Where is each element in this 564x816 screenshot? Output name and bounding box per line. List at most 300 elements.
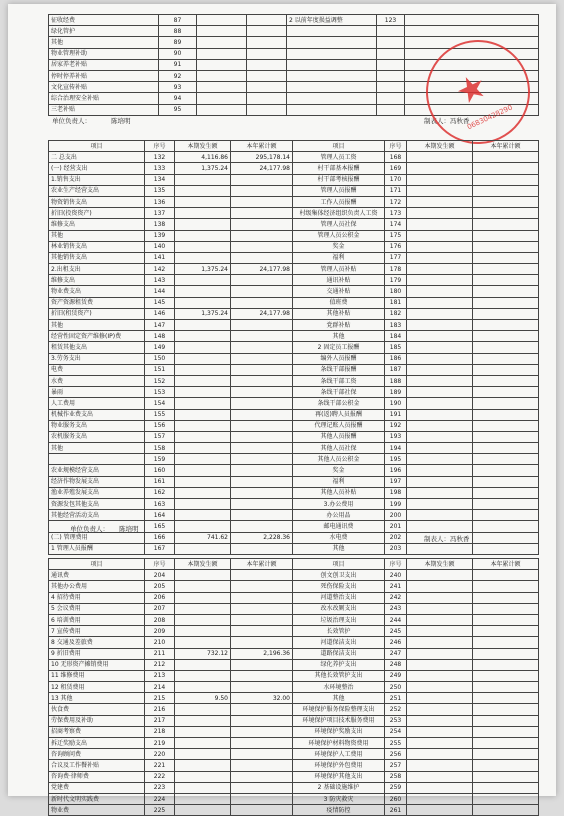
table-row (49, 264, 539, 275)
seq-cell: 174 (385, 219, 407, 230)
seq-cell: 244 (385, 614, 407, 625)
item-cell: 河道保洁支出 (293, 637, 385, 648)
table-row (49, 749, 539, 760)
seq-cell (377, 37, 405, 48)
item-cell: 居家养老补贴 (49, 59, 159, 70)
seq-cell: 123 (377, 15, 405, 26)
seq-cell: 92 (159, 70, 197, 81)
current-amount-cell (175, 174, 231, 185)
seq-cell: 169 (385, 163, 407, 174)
amount-cell (247, 26, 287, 37)
item-cell: 其他人员补贴 (293, 487, 385, 498)
table-row (49, 409, 539, 420)
seq-cell: 190 (385, 398, 407, 409)
expense-table-middle (48, 140, 539, 555)
current-amount-cell (407, 409, 473, 420)
col-header-seq: 序号 (385, 559, 407, 570)
current-amount-cell (407, 510, 473, 521)
item-cell: 9 折旧费用 (49, 648, 145, 659)
item-cell: 管理人员公积金 (293, 230, 385, 241)
cumulative-amount-cell (231, 375, 293, 386)
seq-cell (377, 82, 405, 93)
seq-cell: 163 (145, 499, 175, 510)
current-amount-cell (407, 387, 473, 398)
cumulative-amount-cell (231, 805, 293, 816)
seq-cell (377, 26, 405, 37)
cumulative-amount-cell (231, 431, 293, 442)
seq-cell: 134 (145, 174, 175, 185)
item-cell: 11 维修费用 (49, 670, 145, 681)
amount-cell (197, 82, 247, 93)
item-cell: 绿化管护 (49, 26, 159, 37)
item-cell: 12 租赁费用 (49, 682, 145, 693)
table-row (49, 364, 539, 375)
cumulative-amount-cell (473, 603, 539, 614)
cumulative-amount-cell (473, 454, 539, 465)
seq-cell: 241 (385, 581, 407, 592)
cumulative-amount-cell (231, 782, 293, 793)
item-cell: 综合治理安全补贴 (49, 93, 159, 104)
seq-cell: 136 (145, 196, 175, 207)
cumulative-amount-cell (473, 465, 539, 476)
seq-cell: 224 (145, 793, 175, 804)
seq-cell: 182 (385, 308, 407, 319)
seq-cell: 193 (385, 431, 407, 442)
seq-cell: 167 (145, 543, 175, 554)
current-amount-cell (407, 196, 473, 207)
table-row (49, 420, 539, 431)
current-amount-cell: 732.12 (175, 648, 231, 659)
item-cell: 再(返)聘人员报酬 (293, 409, 385, 420)
item-cell: 办公用品 (293, 510, 385, 521)
seq-cell: 132 (145, 152, 175, 163)
item-cell (49, 454, 145, 465)
cumulative-amount-cell (231, 543, 293, 554)
seq-cell: 142 (145, 264, 175, 275)
table-row (49, 771, 539, 782)
cumulative-amount-cell (231, 387, 293, 398)
item-cell: 党建费 (49, 782, 145, 793)
cumulative-amount-cell (231, 570, 293, 581)
table-row (49, 637, 539, 648)
item-cell: 物业费 (49, 805, 145, 816)
cumulative-amount-cell (473, 793, 539, 804)
cumulative-amount-cell (473, 353, 539, 364)
current-amount-cell (175, 771, 231, 782)
item-cell (287, 48, 377, 59)
item-cell: 值班费 (293, 297, 385, 308)
item-cell: 3 防灾救灾 (293, 793, 385, 804)
current-amount-cell (407, 760, 473, 771)
item-cell: 村干部基本报酬 (293, 163, 385, 174)
current-amount-cell (407, 603, 473, 614)
cumulative-amount-cell (473, 443, 539, 454)
cumulative-amount-cell: 24,177.98 (231, 264, 293, 275)
cumulative-amount-cell (231, 771, 293, 782)
seq-cell: 187 (385, 364, 407, 375)
seq-cell: 185 (385, 342, 407, 353)
cumulative-amount-cell (231, 738, 293, 749)
item-cell: 其他 (293, 543, 385, 554)
item-cell: 合议及工作餐补贴 (49, 760, 145, 771)
star-icon: ★ (449, 64, 494, 115)
seq-cell: 148 (145, 331, 175, 342)
cumulative-amount-cell (473, 275, 539, 286)
current-amount-cell (407, 185, 473, 196)
cumulative-amount-cell: 24,177.98 (231, 308, 293, 319)
table-row (49, 241, 539, 252)
seq-cell: 242 (385, 592, 407, 603)
seq-cell (377, 59, 405, 70)
current-amount-cell (175, 196, 231, 207)
cumulative-amount-cell (473, 510, 539, 521)
amount-cell (247, 15, 287, 26)
current-amount-cell (175, 603, 231, 614)
cumulative-amount-cell (231, 760, 293, 771)
seq-cell: 165 (145, 521, 175, 532)
current-amount-cell (175, 782, 231, 793)
table-row (49, 219, 539, 230)
cumulative-amount-cell (473, 487, 539, 498)
seq-cell: 258 (385, 771, 407, 782)
item-cell: 2 固定员工报酬 (293, 342, 385, 353)
table-row (49, 308, 539, 319)
table-row (49, 375, 539, 386)
current-amount-cell (407, 208, 473, 219)
seq-cell: 219 (145, 738, 175, 749)
cumulative-amount-cell (473, 174, 539, 185)
col-header-cumulative: 本年累计额 (473, 559, 539, 570)
item-cell: 机械作业费支出 (49, 409, 145, 420)
item-cell: 河道整治支出 (293, 592, 385, 603)
current-amount-cell (175, 487, 231, 498)
item-cell: 电费 (49, 364, 145, 375)
seq-cell: 91 (159, 59, 197, 70)
cumulative-amount-cell: 2,228.36 (231, 532, 293, 543)
cumulative-amount-cell (473, 543, 539, 554)
cumulative-amount-cell (473, 570, 539, 581)
cumulative-amount-cell (231, 626, 293, 637)
amount-cell (405, 15, 539, 26)
seq-cell: 210 (145, 637, 175, 648)
seq-cell: 243 (385, 603, 407, 614)
cumulative-amount-cell (473, 252, 539, 263)
item-cell: 水电费 (293, 532, 385, 543)
item-cell: 环境保护服务保险整理支出 (293, 704, 385, 715)
item-cell: 伙食费 (49, 704, 145, 715)
seq-cell: 251 (385, 693, 407, 704)
item-cell: 其他长效管护支出 (293, 670, 385, 681)
cumulative-amount-cell (473, 431, 539, 442)
current-amount-cell (407, 353, 473, 364)
current-amount-cell (407, 771, 473, 782)
item-cell: 新时代文明实践费 (49, 793, 145, 804)
current-amount-cell (407, 726, 473, 737)
item-cell: 通讯费 (49, 570, 145, 581)
seq-cell: 95 (159, 104, 197, 115)
current-amount-cell (175, 465, 231, 476)
current-amount-cell (407, 275, 473, 286)
current-amount-cell (175, 342, 231, 353)
item-cell: 8 交通及差旅费 (49, 637, 145, 648)
seq-cell: 214 (145, 682, 175, 693)
current-amount-cell (407, 163, 473, 174)
item-cell: 垃圾治理支出 (293, 614, 385, 625)
seq-cell: 173 (385, 208, 407, 219)
item-cell: 邮电通讯费 (293, 521, 385, 532)
cumulative-amount-cell (473, 614, 539, 625)
current-amount-cell (407, 476, 473, 487)
item-cell: 福利 (293, 252, 385, 263)
cumulative-amount-cell (473, 499, 539, 510)
item-cell: 租赁其他支出 (49, 342, 145, 353)
current-amount-cell (407, 614, 473, 625)
col-header-item: 项目 (49, 141, 145, 152)
cumulative-amount-cell (231, 241, 293, 252)
current-amount-cell (407, 152, 473, 163)
item-cell (287, 26, 377, 37)
table-row (49, 726, 539, 737)
current-amount-cell (175, 275, 231, 286)
current-amount-cell (175, 592, 231, 603)
cumulative-amount-cell (231, 208, 293, 219)
seq-cell: 155 (145, 409, 175, 420)
seq-cell: 252 (385, 704, 407, 715)
item-cell: 二 总支出 (49, 152, 145, 163)
cumulative-amount-cell (231, 286, 293, 297)
item-cell: 村干部考核报酬 (293, 174, 385, 185)
col-header-item: 项目 (49, 559, 145, 570)
cumulative-amount-cell (231, 581, 293, 592)
seq-cell: 156 (145, 420, 175, 431)
cumulative-amount-cell (231, 398, 293, 409)
current-amount-cell (407, 715, 473, 726)
seq-cell: 209 (145, 626, 175, 637)
seq-cell: 135 (145, 185, 175, 196)
item-cell: 停时停养补贴 (49, 70, 159, 81)
col-header-current: 本期发生额 (175, 141, 231, 152)
current-amount-cell (407, 670, 473, 681)
seq-cell: 246 (385, 637, 407, 648)
item-cell: 三老补贴 (49, 104, 159, 115)
item-cell: 水费 (49, 375, 145, 386)
cumulative-amount-cell (473, 670, 539, 681)
current-amount-cell (175, 543, 231, 554)
table-row (49, 626, 539, 637)
item-cell: 物资销售支出 (49, 196, 145, 207)
seq-cell: 194 (385, 443, 407, 454)
item-cell (287, 59, 377, 70)
table-row (49, 454, 539, 465)
cumulative-amount-cell (231, 715, 293, 726)
cumulative-amount-cell (231, 487, 293, 498)
current-amount-cell (407, 637, 473, 648)
cumulative-amount-cell (473, 693, 539, 704)
table-row (49, 275, 539, 286)
cumulative-amount-cell (473, 409, 539, 420)
item-cell: 福利 (293, 476, 385, 487)
table-row (49, 603, 539, 614)
amount-cell (247, 82, 287, 93)
item-cell: 环境保护其他支出 (293, 771, 385, 782)
item-cell: 管理人员报酬 (293, 185, 385, 196)
seq-cell: 189 (385, 387, 407, 398)
item-cell: 改水改厕支出 (293, 603, 385, 614)
current-amount-cell (407, 805, 473, 816)
seq-cell: 176 (385, 241, 407, 252)
seq-cell: 143 (145, 275, 175, 286)
cumulative-amount-cell (231, 521, 293, 532)
table-row (49, 163, 539, 174)
seq-cell: 247 (385, 648, 407, 659)
signature-line-middle (70, 524, 139, 533)
amount-cell (247, 93, 287, 104)
col-header-seq: 序号 (145, 141, 175, 152)
cumulative-amount-cell (473, 241, 539, 252)
current-amount-cell (407, 219, 473, 230)
seq-cell: 223 (145, 782, 175, 793)
item-cell: 经济作物发展支出 (49, 476, 145, 487)
current-amount-cell (175, 375, 231, 386)
current-amount-cell (175, 398, 231, 409)
seq-cell: 186 (385, 353, 407, 364)
seq-cell: 146 (145, 308, 175, 319)
item-cell: 暴雨 (49, 387, 145, 398)
cumulative-amount-cell (473, 375, 539, 386)
current-amount-cell (407, 297, 473, 308)
item-cell: 管理人员工资 (293, 152, 385, 163)
current-amount-cell (175, 749, 231, 760)
cumulative-amount-cell (231, 592, 293, 603)
seq-cell: 159 (145, 454, 175, 465)
cumulative-amount-cell (231, 793, 293, 804)
item-cell: 绿化养护支出 (293, 659, 385, 670)
seq-cell: 179 (385, 275, 407, 286)
seal-code: 06830428290 (465, 103, 514, 132)
table-row (49, 510, 539, 521)
amount-cell (247, 37, 287, 48)
amount-cell (197, 70, 247, 81)
item-cell: 其他 (49, 320, 145, 331)
seq-cell: 253 (385, 715, 407, 726)
unit-head-name: 陈培明 (119, 525, 139, 533)
current-amount-cell (407, 738, 473, 749)
item-cell: 环境保护材料物资费用 (293, 738, 385, 749)
cumulative-amount-cell (231, 230, 293, 241)
table-row (49, 659, 539, 670)
seq-cell: 249 (385, 670, 407, 681)
seq-cell: 248 (385, 659, 407, 670)
current-amount-cell (175, 793, 231, 804)
col-header-cumulative: 本年累计额 (473, 141, 539, 152)
cumulative-amount-cell (473, 163, 539, 174)
cumulative-amount-cell (473, 476, 539, 487)
cumulative-amount-cell (231, 499, 293, 510)
col-header-item: 项目 (293, 559, 385, 570)
col-header-item: 项目 (293, 141, 385, 152)
item-cell: 资产资源租赁费 (49, 297, 145, 308)
item-cell: 其他销售支出 (49, 252, 145, 263)
current-amount-cell (175, 219, 231, 230)
table-row (49, 252, 539, 263)
cumulative-amount-cell (473, 286, 539, 297)
item-cell (287, 37, 377, 48)
cumulative-amount-cell (231, 342, 293, 353)
cumulative-amount-cell (473, 749, 539, 760)
seq-cell: 160 (145, 465, 175, 476)
seq-cell: 141 (145, 252, 175, 263)
table-row (49, 331, 539, 342)
table-row (49, 174, 539, 185)
amount-cell (197, 26, 247, 37)
cumulative-amount-cell (473, 420, 539, 431)
current-amount-cell (407, 431, 473, 442)
current-amount-cell (175, 320, 231, 331)
item-cell: 经营性固定资产维修(IP)费 (49, 331, 145, 342)
seq-cell: 197 (385, 476, 407, 487)
table-row (49, 782, 539, 793)
seq-cell: 138 (145, 219, 175, 230)
item-cell: 其他经营活动支出 (49, 510, 145, 521)
cumulative-amount-cell (473, 185, 539, 196)
seq-cell: 201 (385, 521, 407, 532)
item-cell: 1.销售支出 (49, 174, 145, 185)
seq-cell: 188 (385, 375, 407, 386)
seq-cell: 261 (385, 805, 407, 816)
cumulative-amount-cell (473, 521, 539, 532)
item-cell: 物业费支出 (49, 286, 145, 297)
current-amount-cell (407, 465, 473, 476)
cumulative-amount-cell (231, 252, 293, 263)
table-header-row (49, 559, 539, 570)
current-amount-cell (407, 592, 473, 603)
cumulative-amount-cell (473, 682, 539, 693)
item-cell: 其他办公费用 (49, 581, 145, 592)
amount-cell (247, 48, 287, 59)
item-cell: 其他人员报酬 (293, 431, 385, 442)
table-row (49, 793, 539, 804)
cumulative-amount-cell (231, 364, 293, 375)
item-cell: 奖金 (293, 241, 385, 252)
cumulative-amount-cell (231, 682, 293, 693)
seq-cell: 256 (385, 749, 407, 760)
seq-cell: 168 (385, 152, 407, 163)
item-cell: 其他 (293, 693, 385, 704)
seq-cell: 145 (145, 297, 175, 308)
col-header-cumulative: 本年累计额 (231, 559, 293, 570)
item-cell: 征收经费 (49, 15, 159, 26)
current-amount-cell (175, 409, 231, 420)
current-amount-cell (175, 726, 231, 737)
item-cell: 林业销售支出 (49, 241, 145, 252)
item-cell: (二) 管理费用 (49, 532, 145, 543)
seq-cell: 260 (385, 793, 407, 804)
table-row (49, 693, 539, 704)
table-row (49, 543, 539, 554)
current-amount-cell (407, 308, 473, 319)
current-amount-cell (407, 443, 473, 454)
seq-cell: 90 (159, 48, 197, 59)
cumulative-amount-cell (231, 454, 293, 465)
current-amount-cell (407, 174, 473, 185)
seq-cell: 89 (159, 37, 197, 48)
table-row (49, 15, 539, 26)
cumulative-amount-cell (473, 208, 539, 219)
seq-cell: 205 (145, 581, 175, 592)
seq-cell: 212 (145, 659, 175, 670)
item-cell (287, 93, 377, 104)
seq-cell: 151 (145, 364, 175, 375)
